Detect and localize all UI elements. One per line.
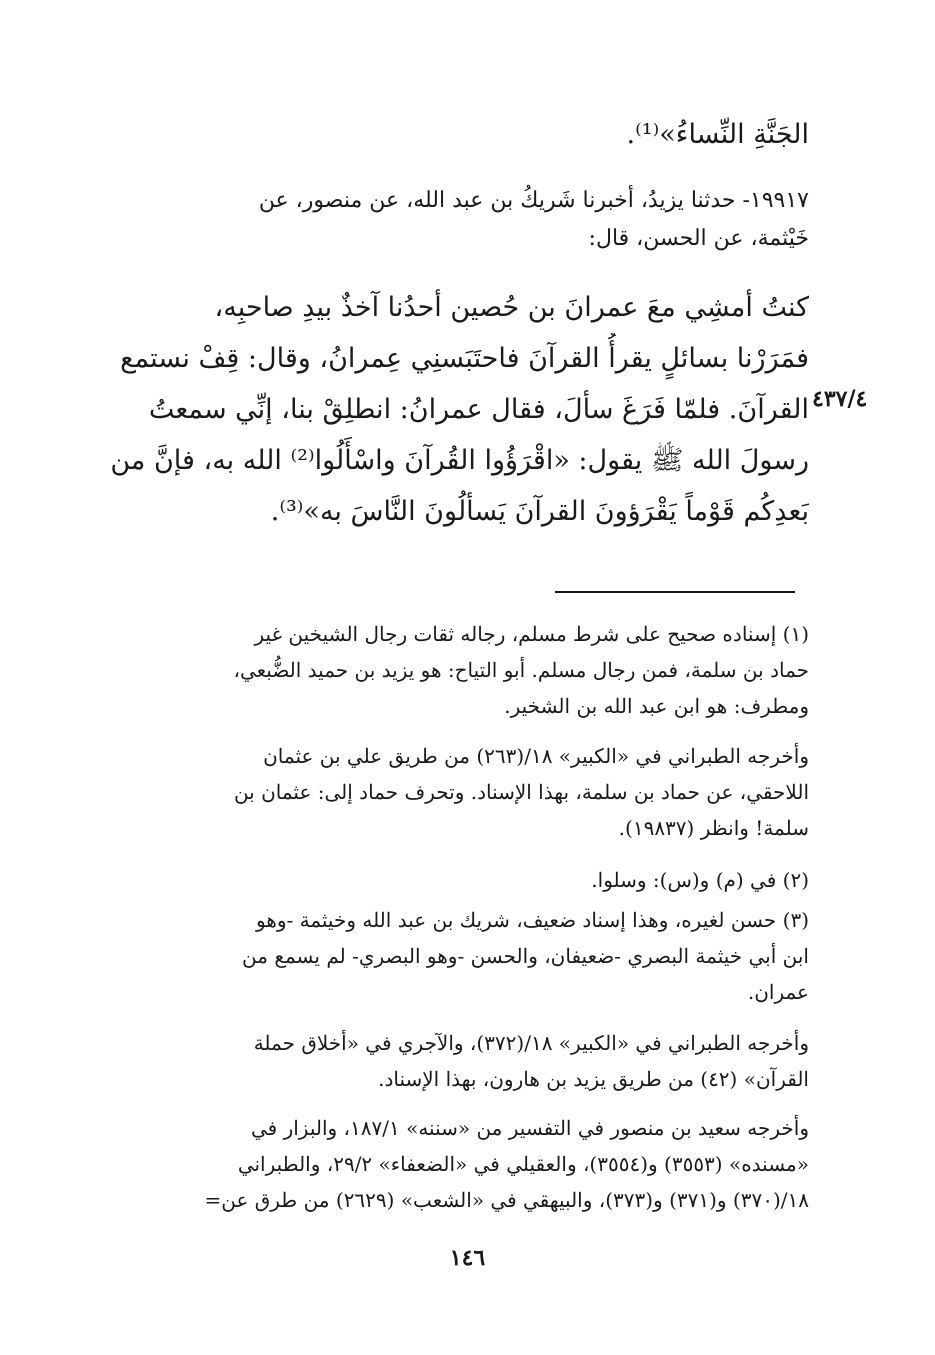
- footnote-line: عمران.: [747, 980, 809, 1004]
- hadith-text-line: كنتُ أمشِي معَ عمرانَ بن حُصين أحدُنا آخذٌ بيدِ صاحبِه،: [214, 292, 809, 323]
- hadith-chain: [109, 182, 809, 258]
- footnote-line: (١) إسناده صحيح على شرط مسلم، رجاله ثقات رجال الشيخين غير: [254, 622, 809, 646]
- footnote-line: ابن أبي خيثمة البصري -ضعيفان، والحسن -وهو البصري- لم يسمع من: [242, 944, 809, 968]
- footnote-2: [109, 862, 809, 898]
- footnote-line: «مسنده» (٣٥٥٣) و(٣٥٥٤)، والعقيلي في «الضعفاء» ٢٩/٢، والطبراني: [237, 1152, 809, 1176]
- footnote-3-continued: [109, 1110, 809, 1218]
- hadith-text-line: القرآنَ. فلمّا فَرَغَ سألَ، فقال عمرانُ: انطلِقْ بنا، إنِّي سمعتُ: [148, 394, 809, 425]
- footnote-1-continued: [109, 738, 809, 846]
- footnote-line: وأخرجه الطبراني في «الكبير» ١٨/(٣٧٢)، والآجري في «أخلاق حملة: [253, 1031, 809, 1055]
- footnote-line: (٢) في (م) و(س): وسلوا.: [591, 868, 809, 892]
- footnote-line: (٣) حسن لغيره، وهذا إسناد ضعيف، شريك بن عبد الله وخيثمة -وهو: [255, 908, 809, 932]
- page-number: ١٤٦: [449, 1245, 486, 1271]
- footnote-line: القرآن» (٤٢) من طريق يزيد بن هارون، بهذا الإسناد.: [378, 1067, 809, 1091]
- footnote-line: حماد بن سلمة، فمن رجال مسلم. أبو التياح: هو يزيد بن حميد الضُّبعي،: [233, 658, 809, 682]
- hadith-text-line: رسولَ الله ﷺ يقول: «اقْرَؤُوا القُرآنَ واسْأَلُوا⁽²⁾ الله به، فإنَّ من: [110, 445, 809, 476]
- footnote-1: [109, 616, 809, 724]
- footnote-line: اللاحقي، عن حماد بن سلمة، بهذا الإسناد. وتحرف حماد إلى: عثمان بن: [233, 780, 809, 804]
- footnote-line: وأخرجه الطبراني في «الكبير» ١٨/(٢٦٣) من طريق علي بن عثمان: [263, 744, 809, 768]
- footnote-line: وأخرجه سعيد بن منصور في التفسير من «سننه» ١٨٧/١، والبزار في: [251, 1116, 809, 1140]
- footnote-line: سلمة! وانظر (١٩٨٣٧).: [618, 816, 809, 840]
- footnote-3: [109, 902, 809, 1010]
- main-text-opening: [109, 112, 809, 158]
- main-text-line: الجَنَّةِ النِّساءُ»⁽¹⁾.: [626, 119, 809, 150]
- hadith-text: [109, 282, 809, 537]
- footnote-3-continued: [109, 1025, 809, 1097]
- hadith-chain-line: خَيْثمة، عن الحسن، قال:: [588, 226, 809, 251]
- footnote-line: ومطرف: هو ابن عبد الله بن الشخير.: [504, 694, 809, 718]
- footnote-divider: [555, 591, 795, 593]
- hadith-chain-line: ١٩٩١٧- حدثنا يزيدُ، أخبرنا شَريكُ بن عبد الله، عن منصور، عن: [258, 188, 809, 213]
- hadith-text-line: بَعدِكُم قَوْماً يَقْرَؤونَ القرآنَ يَسألُونَ النَّاسَ به»⁽³⁾.: [270, 496, 809, 527]
- hadith-text-line: فمَرَرْنا بسائلٍ يقرأُ القرآنَ فاحتَبَسنِي عِمرانُ، وقال: قِفْ نستمع: [120, 343, 809, 374]
- footnote-line: ١٨/(٣٧٠) و(٣٧١) و(٣٧٣)، والبيهقي في «الشعب» (٢٦٢٩) من طرق عن=: [204, 1188, 809, 1212]
- margin-reference: ٤٣٧/٤: [812, 386, 868, 412]
